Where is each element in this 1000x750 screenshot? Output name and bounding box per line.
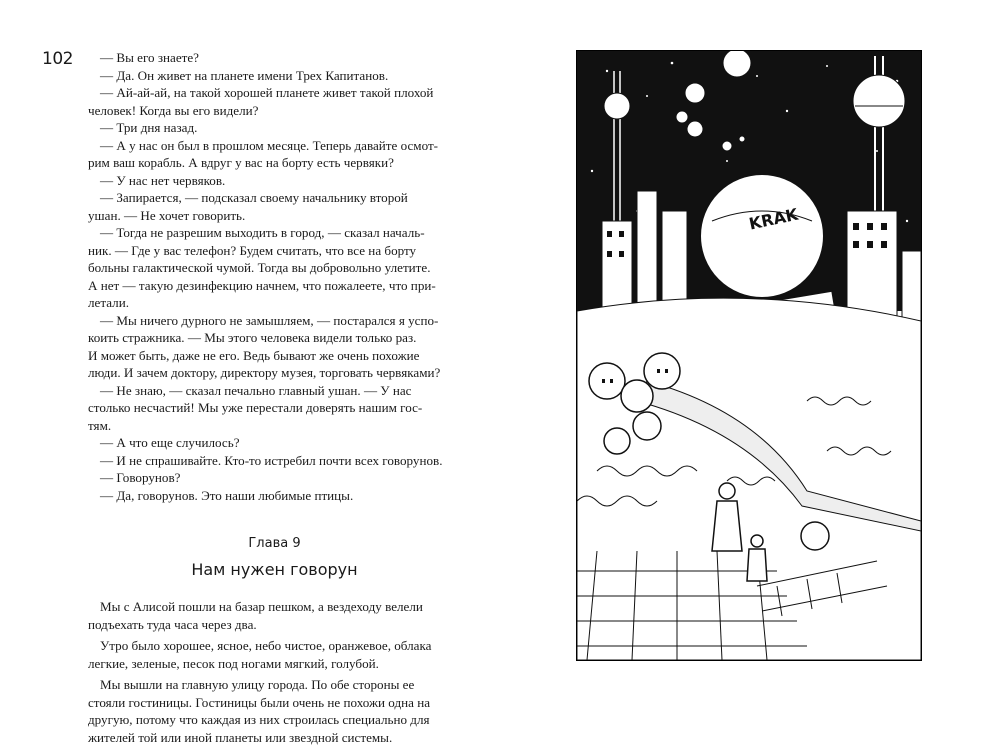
dialogue-line: — У нас нет червяков. — [100, 172, 226, 188]
dialogue-line: — Да. Он живет на планете имени Трех Капитанов. — [100, 67, 389, 83]
dialogue-line: — А у нас он был в прошлом месяце. Теперь давайте осмот- — [100, 137, 439, 153]
paragraph-line: Утро было хорошее, ясное, небо чистое, оранжевое, облака — [100, 638, 432, 653]
paragraph — [88, 637, 461, 672]
dialogue-line: — Мы ничего дурного не замышляем, — постарался я успо- — [100, 312, 439, 328]
dialogue-line: человек! Когда вы его видели? — [88, 102, 259, 118]
dialogue-line: ушан. — Не хочет говорить. — [88, 207, 246, 223]
dialogue-line: летали. — [88, 295, 129, 310]
narrative-block — [88, 598, 461, 746]
dialogue-line: ник. — Где у вас телефон? Будем считать, что все на борту — [88, 242, 417, 258]
paragraph-line: Мы вышли на главную улицу города. По обе стороны ее — [100, 677, 415, 692]
dialogue-line: — Не знаю, — сказал печально главный ушан. — У нас — [100, 382, 412, 398]
chapter-label: Глава 9 — [248, 536, 301, 551]
page-number: 102 — [42, 49, 73, 69]
paragraph-line: другую, потому что каждая из них строилась специально для — [88, 712, 430, 727]
city-illustration-art — [577, 51, 921, 660]
dialogue-line: люди. И зачем доктору, директору музея, торговать червяками? — [88, 365, 441, 380]
dialogue-line: — Говорунов? — [100, 470, 181, 485]
dialogue-line: — А что еще случилось? — [100, 435, 240, 450]
dialogue-line: — И не спрашивайте. Кто-то истребил почти всех говорунов. — [100, 452, 443, 468]
dialogue-line: столько несчастий! Мы уже перестали доверять нашим гос- — [88, 400, 423, 415]
paragraph — [88, 598, 461, 633]
krak-sign: KRAK — [747, 204, 800, 234]
paragraph-line: легкие, зеленые, песок под ногами мягкий, голубой. — [88, 655, 379, 671]
dialogue-block — [88, 49, 461, 504]
dialogue-line: И может быть, даже не его. Ведь бывают же очень похожие — [88, 347, 420, 363]
text-column — [88, 49, 461, 750]
dialogue-line: — Да, говорунов. Это наши любимые птицы. — [100, 487, 354, 503]
dialogue-line: А нет — такую дезинфекцию начнем, что пожалеете, что при- — [88, 277, 436, 293]
dialogue-line: — Тогда не разрешим выходить в город, — сказал началь- — [100, 225, 425, 240]
dialogue-line: — Три дня назад. — [100, 120, 198, 135]
dialogue-line: больны галактической чумой. Тогда вы добровольно улетите. — [88, 260, 431, 275]
dialogue-line: тям. — [88, 417, 112, 433]
paragraph-line: стояли гостиницы. Гостиницы были очень не похожи одна на — [88, 694, 431, 710]
paragraph-line: подъехать туда часа через два. — [88, 616, 257, 632]
paragraph-line: Мы с Алисой пошли на базар пешком, а вездеходу велели — [100, 599, 423, 614]
dialogue-line: — Запирается, — подсказал своему начальнику второй — [100, 190, 408, 205]
dialogue-line: — Ай-ай-ай, на такой хорошей планете живет такой плохой — [100, 85, 434, 100]
dialogue-line: — Вы его знаете? — [100, 50, 199, 65]
paragraph-line: жителей той или иной планеты или звездной системы. — [88, 729, 393, 745]
paragraph — [88, 676, 461, 746]
dialogue-line: рим ваш корабль. А вдруг у вас на борту есть червяки? — [88, 155, 394, 170]
city-illustration — [576, 50, 922, 661]
chapter-title: Нам нужен говорун — [191, 559, 358, 579]
dialogue-line: коить стражника. — Мы этого человека видели только раз. — [88, 330, 417, 345]
